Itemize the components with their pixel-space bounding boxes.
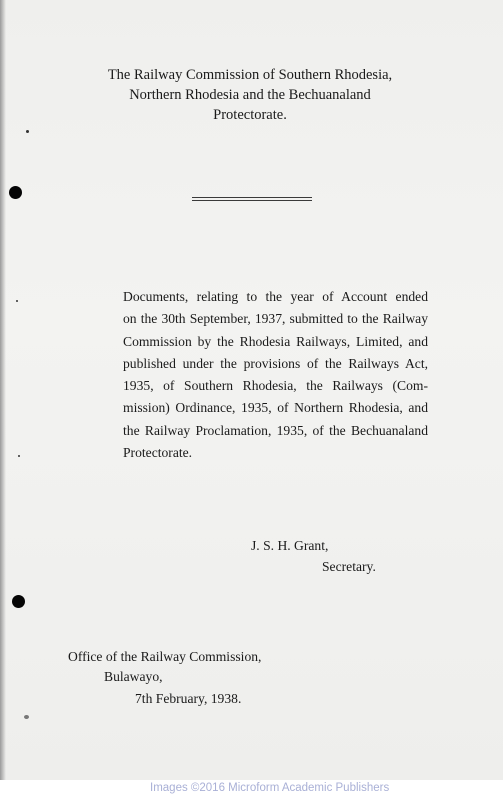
body-line: Protectorate. xyxy=(123,445,193,461)
heading-rule-bottom xyxy=(192,200,312,201)
office-line-2: Bulawayo, xyxy=(104,669,163,684)
ink-speck xyxy=(24,715,29,719)
signatory-title: Secretary. xyxy=(322,559,376,574)
document-heading xyxy=(60,65,440,125)
heading-line-3: Protectorate. xyxy=(213,107,287,123)
page-edge-shadow xyxy=(0,0,6,800)
ink-speck xyxy=(18,455,20,457)
body-line: mission) Ordinance, 1935, of Northern Rhodesia, and xyxy=(123,400,428,416)
copyright-watermark: Images ©2016 Microform Academic Publishers xyxy=(150,782,390,794)
office-line-1: Office of the Railway Commission, xyxy=(68,649,262,664)
office-date: 7th February, 1938. xyxy=(135,691,242,706)
ink-speck xyxy=(16,300,18,302)
body-line: the Railway Proclamation, 1935, of the Bechuanaland xyxy=(123,422,428,438)
body-line: 1935, of Southern Rhodesia, the Railways (Com- xyxy=(123,378,428,394)
heading-line-1: The Railway Commission of Southern Rhodesia, xyxy=(107,67,393,83)
body-line: published under the provisions of the Railways Act, xyxy=(123,355,428,371)
body-line: Documents, relating to the year of Account ended xyxy=(123,289,428,304)
punch-hole-top xyxy=(9,186,22,199)
body-paragraph xyxy=(123,286,428,464)
footer-bar xyxy=(0,780,503,800)
punch-hole-bottom xyxy=(12,595,25,608)
ink-speck xyxy=(26,130,29,133)
heading-rule-top xyxy=(192,197,312,198)
signatory-name: J. S. H. Grant, xyxy=(251,538,329,553)
body-line: Commission by the Rhodesia Railways, Limited, and xyxy=(123,333,428,349)
heading-line-2: Northern Rhodesia and the Bechuanaland xyxy=(129,87,371,103)
body-line: on the 30th September, 1937, submitted to the Railway xyxy=(123,311,428,327)
